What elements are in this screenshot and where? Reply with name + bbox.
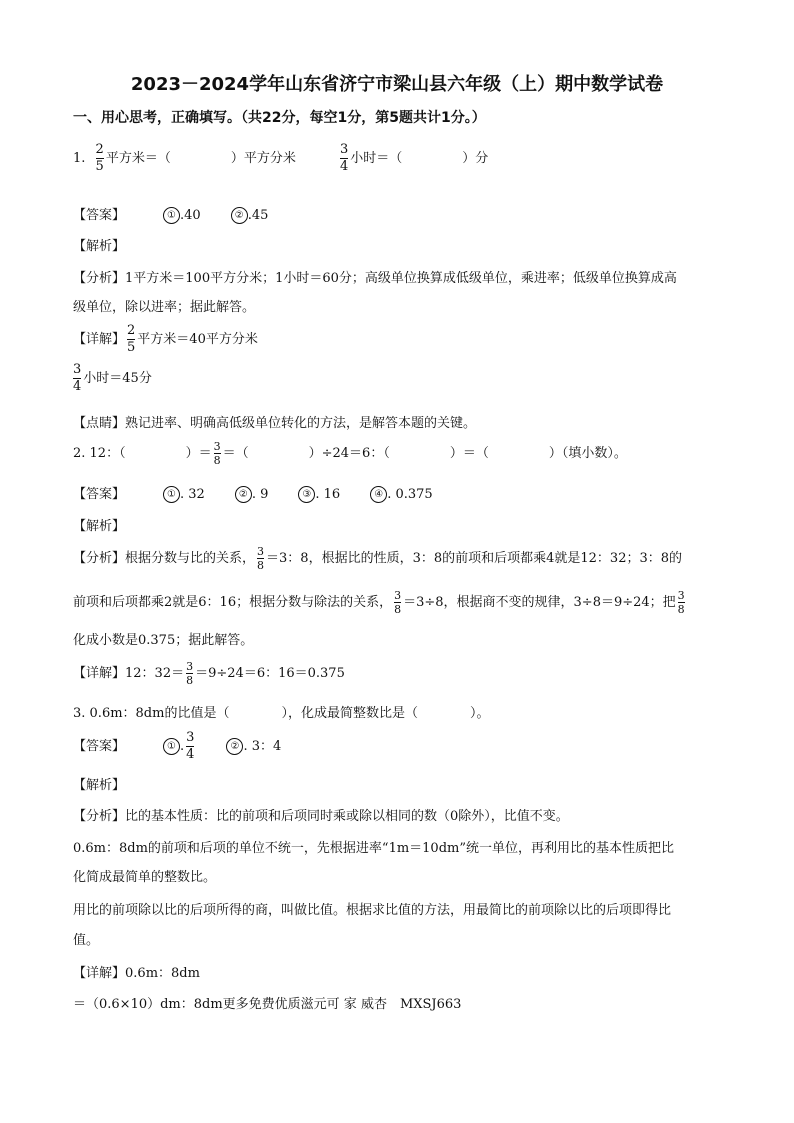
- detail-row: $\frac{3}{4}$ 小时＝45分: [73, 362, 152, 394]
- analysis-text-cont: 前项和后项都乘2就是6：16；根据分数与除法的关系， $\frac{3}{8}$ ＝3÷8，根据商不变的规律，3÷8＝9÷24；把 $\frac{3}{8}$: [73, 589, 685, 616]
- fraction: $\frac{2}{5}$: [127, 323, 136, 355]
- note-row: 【点睛】熟记进率、明确高低级单位转化的方法，是解答本题的关键。: [73, 416, 477, 431]
- analysis-label: 【解析】: [73, 519, 126, 534]
- question-1: 1. $\frac{2}{5}$ 平方米＝（ ）平方分米 $\frac{3}{4}$ 小时＝（ ）分: [73, 142, 489, 174]
- answer-row: 【答案】 ① .40 ② .45: [73, 208, 269, 223]
- question-number: 1.: [73, 151, 86, 166]
- section-heading: 一、用心思考，正确填写。（共22分，每空1分，第5题共计1分。）: [73, 110, 486, 126]
- detail-row: 【详解】0.6m：8dm: [73, 966, 200, 981]
- fraction: $\frac{2}{5}$: [95, 142, 104, 174]
- page-title: 2023－2024学年山东省济宁市梁山县六年级（上）期中数学试卷: [130, 74, 664, 95]
- analysis-label: 【解析】: [73, 778, 126, 793]
- analysis-text: 【分析】比的基本性质：比的前项和后项同时乘或除以相同的数（0除外），比值不变。: [73, 809, 569, 824]
- analysis-text-cont: 值。: [73, 933, 100, 948]
- fraction: $\frac{3}{8}$: [257, 545, 265, 572]
- fraction: $\frac{3}{8}$: [677, 589, 685, 616]
- analysis-text-cont: 级单位，除以进率；据此解答。: [73, 300, 256, 315]
- analysis-text-cont: 化简成最简单的整数比。: [73, 870, 217, 885]
- fraction: $\frac{3}{8}$: [394, 589, 402, 616]
- fraction: $\frac{3}{4}$: [73, 362, 82, 394]
- fraction: $\frac{3}{4}$: [186, 730, 195, 762]
- analysis-text: 【分析】1平方米＝100平方分米；1小时＝60分；高级单位换算成低级单位，乘进率；低级单位换算成高: [73, 271, 677, 286]
- analysis-text-cont: 化成小数是0.375；据此解答。: [73, 633, 254, 648]
- analysis-text-cont: 0.6m：8dm的前项和后项的单位不统一，先根据进率“1m＝10dm”统一单位，再利用比的基本性质把比: [73, 841, 675, 856]
- answer-row: 【答案】 ① . $\frac{3}{4}$ ② . 3：4: [73, 730, 282, 762]
- question-2: 2. 12：（ ）＝ $\frac{3}{8}$ ＝（ ）÷24＝6：（ ）＝（ ）（填小数）。: [73, 440, 627, 467]
- analysis-label: 【解析】: [73, 239, 126, 254]
- fraction: $\frac{3}{8}$: [213, 440, 221, 467]
- detail-row: 【详解】12：32＝ $\frac{3}{8}$ ＝9÷24＝6：16＝0.375: [73, 660, 345, 687]
- detail-row: 【详解】 $\frac{2}{5}$ 平方米＝40平方分米: [73, 323, 258, 355]
- analysis-text: 【分析】根据分数与比的关系， $\frac{3}{8}$ ＝3：8，根据比的性质，3：8的前项和后项都乘4就是12：32；3：8的: [73, 545, 683, 572]
- question-3: 3. 0.6m：8dm的比值是（ ），化成最简整数比是（ ）。: [73, 706, 490, 721]
- fraction: $\frac{3}{4}$: [340, 142, 349, 174]
- fraction: $\frac{3}{8}$: [186, 660, 194, 687]
- answer-row: 【答案】 ① . 32 ② . 9 ③ . 16 ④ . 0.375: [73, 487, 433, 502]
- detail-row: ＝（0.6×10）dm：8dm更多免费优质滋元可 家 威杏 MXSJ663: [73, 997, 462, 1012]
- analysis-text-cont: 用比的前项除以比的后项所得的商，叫做比值。根据求比值的方法，用最简比的前项除以比的后项即得比: [73, 903, 672, 918]
